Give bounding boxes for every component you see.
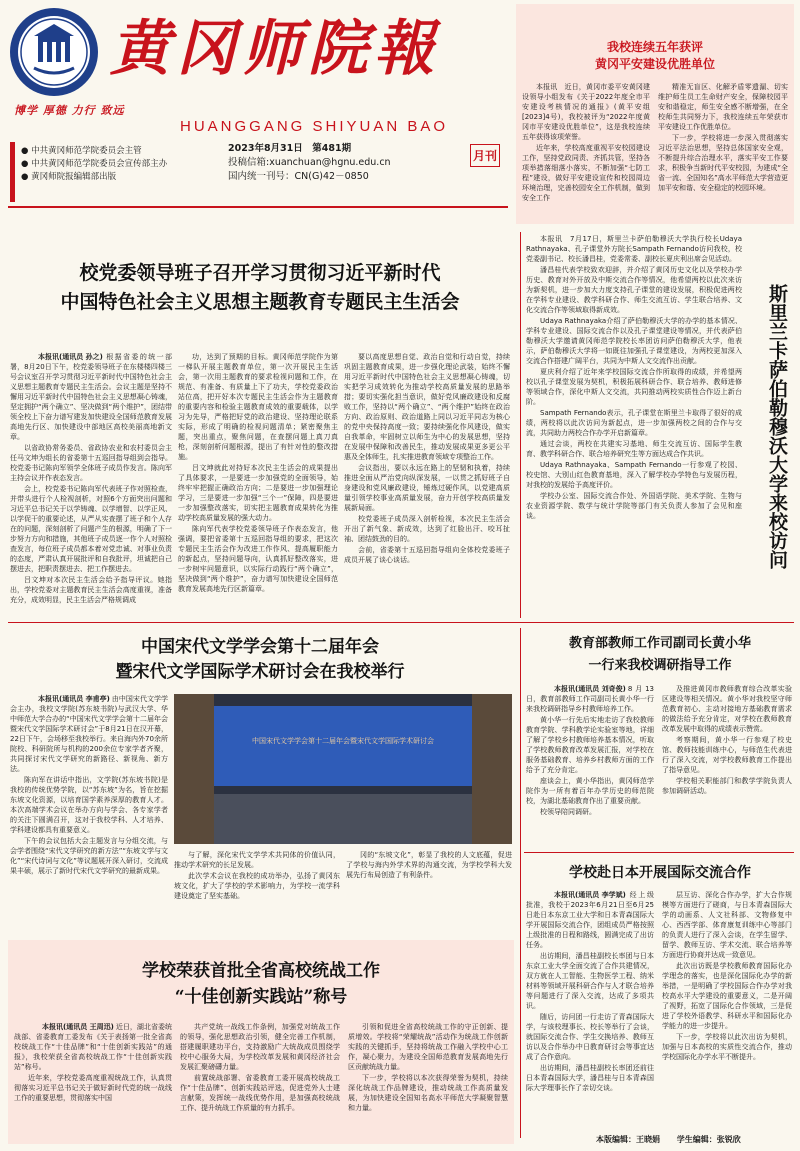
tongzhan-headline-1: 学校荣获首批全省高校统战工作 [142,961,380,981]
footer-editor: 本版编辑：王晓娟 [596,1135,660,1144]
srilanka-headline: 斯里兰卡萨伯勒穆沃大学来校访问 [766,283,788,569]
banner-text: 中国宋代文学学会第十二届年会暨宋代文学国际学术研讨会 [252,737,434,745]
audience [174,794,512,844]
footer [596,1134,796,1145]
lead-col-3: 要以高度思想自觉、政治自觉和行动自觉，持续巩固主题教育成果，进一步强化理论武装，始终不懈用习近平新时代中国特色社会主义思想凝心铸魂，切实把学习成效转化为推动学校高质量发展的思路举措；要切实强化担当意识，做好党风廉政建设和反腐败工作，坚持以“两个确立”、“两个维护”始终在政治方向、政治原则、政治道路上同以习近平同志为核心的党中央保持高度一致；要持续强化作风建设，做实自我革命，牢固树立以师生为中心的发展思想，坚持在发展中保障和改善民生，推动发展成果更多更公平惠及全体师生，扎实推进教育领域专项整治工作。 会议指出，要以永远在路上的坚韧和执着，持续推进全面从严治党向纵深发展，一以贯之抓好班子自身建设和党风廉政建设，锤炼过硬作风，以党建高质量引领学校事业高质量发展，奋力开创学校高质量发展新局面。 校党委班子成员深入剖析检视，本次民主生活会开出了新气象、新成效，达到了红脸出汗、咬耳扯袖、团结鼓劲的目的。 会前，省委第十五巡回指导组向全体校党委班子成员开展了谈心谈话。 [344,353,510,564]
jiaoyubu-col-2: 及推进黄冈市教师教育综合改革实验区建设等相关情况。黄小华对我校坚守师范教育初心、主动对接地方基础教育需求的做法给予充分肯定，对学校在教师教育改革发展中取得的成绩表示赞赏。 考察期间，黄小华一行参观了校史馆、教师技能训练中心，与师范生代表进行了深入交流，对学校教师教育工作提出了指导意见。 学校相关职能部门和教学学院负责人参加调研活动。 [662,685,792,795]
issue-email: 投稿信箱:xuanchuan@hgnu.edu.cn [228,157,391,168]
tongzhan-col-1: 本报讯(通讯员 王周迅) 近日，湖北省委统战部、省委教育工委发布《关于表扬第一批全省高校统战工作“十佳品牌”和“十佳创新实践站”的通报》，我校荣获全省高校统战工作“十佳创新实践站”称号。 近年来，学校党委高度重视统战工作，认真贯彻落实习近平总书记关于做好新时代党的统一战线工作的重要思想，贯彻落实中国 [14,1023,172,1102]
school-seal-icon [8,6,100,98]
issue-issn: 国内统一刊号：CN(G)42－0850 [228,171,369,182]
paper-name: 黄冈师院報 [110,14,440,84]
tongzhan-box [8,940,514,1144]
wall-right [472,694,512,844]
stage-screen [214,706,472,786]
srilanka-body: 本报讯 7月17日，斯里兰卡萨伯勒穆沃大学执行校长Udaya Rathnayaka、孔子课堂外方院长Sampath Fernando访问我校，校党委副书记、校长潘昌桂，党委常委、副校长夏庆利出席会见活动。 潘昌桂代表学校致欢迎辞，并介绍了黄冈历史文化以及学校办学历史、教育对外开放及中斯交流合作等情况，他希望两校以此次来访为新契机，进一步加大力度支持孔子课堂的建设发展，积极促进两校在学科专业建设、教学科研合作、师生交流互访、学生联合培养、文化交流合作等领域取得新成效。 Udaya Rathnayaka介绍了萨伯勒穆沃大学的办学的基本情况、学科专业建设、国际交流合作以及孔子课堂建设等情况，并代表萨伯勒穆沃大学邀请黄冈师范学院校长率团访问萨伯勒穆沃大学，他表示，萨伯勒穆沃大学将一如既往加强孔子课堂建设，为两校更加深入交流合作搭建广阔平台，共同为中斯人文交流作出贡献。 夏庆利介绍了近年来学校国际交流合作所取得的成绩，并希望两校以孔子课堂发展为契机，积极拓展科研合作、联合培养、教师进修等领域合作，深化中斯人文交流，共同推动两校实质性合作迈上新台阶。 Sampath Fernando表示，孔子课堂在斯里兰卡取得了很好的成绩，两校将以此次访问为新起点，进一步加强两校之间的合作与交流，共同助力两校合作办学开启新篇章。 通过会谈，两校在共建实习基地、师生交流互访、国际学生教育、教学科研合作、联合培养研究生等方面达成合作共识。 Udaya Rathnayaka、Sampath Fernando一行参观了校园、校史馆、大别山红色教育基地，深入了解学校办学特色与发展历程，对我校的发展给予高度评价。 学校办公室、国际交流合作处、外国语学院、美术学院、生物与农业资源学院、数学与统计学院等部门有关负责人参加了会见和座谈。 [526,235,742,520]
top-right-col-1: 本报讯 近日，黄冈市委平安黄冈建设领导小组发布《关于2022年度全市平安建设考核情况的通报》(黄平安组[2023]4号)，我校被评为“2022年度黄冈市平安建设优胜单位”，这是我校连续五年获得该项荣誉。 近年来，学校高度重视平安校园建设工作，坚持党政同责、齐抓共管，坚持各项举措落细落小落实，不断加强“七防工程”建设，做好平安建设宣传和校园周边环境治理，完善校园安全工作机制，做到安全工作 [522,83,650,202]
paper-pinyin: HUANGGANG SHIYUAN BAO [180,118,449,135]
riben-headline: 学校赴日本开展国际交流合作 [569,865,751,881]
top-right-box [516,4,794,224]
organizer-box [10,142,215,202]
songdai-photo [174,694,512,844]
tongzhan-col-3: 引领和促进全省高校统战工作的守正创新、提质增效。学校将“荣耀统战”活动作为统战工作创新实践的关键抓手，坚持将统战工作融入学校中心工作，凝心聚力，为建设全国师范教育发展高地先行区贡献统战力量。 下一步，学校将以本次获得荣誉为契机，持续深化统战工作品牌建设，推动统战工作高质量发展，为加快建设全国知名高水平师范大学凝聚智慧和力量。 [348,1023,508,1112]
top-right-title-1: 我校连续五年获评 [606,40,703,54]
jiaoyubu-col-1: 本报讯(通讯员 刘奇俊) 8月13日，教育部教师工作司副司长黄小华一行来我校调研指导乡村教师培养工作。 黄小华一行先后实地走访了我校教师教育学院、学科教学论实验室等地，详细了解了学校乡村教师培养基本情况，听取了学校教师教育改革发展汇报，对学校在服务基础教育、培养乡村教师方面的工作给予了充分肯定。 座谈会上，黄小华指出，黄冈师范学院作为一所有着百年办学历史的师范院校，为湖北基础教育作出了重要贡献。 校领导陪同调研。 [526,685,654,816]
songdai-headline-2: 暨宋代文学国际学术研讨会在我校举行 [115,662,405,682]
top-right-col-2: 精准无盲区、化解矛盾零遗漏、切实维护师生员工生命财产安全，保障校园平安和谐稳定，师生安全感不断增强，在全校师生共同努力下，我校连续五年荣获市平安建设工作优胜单位。 下一步，学校将进一步深入贯彻落实习近平法治思想，坚持总体国家安全观，不断提升综合治理水平，落实平安工作要求，积极争当新时代平安校园，为建成“全省一流、全国知名”高水平师范大学营造更加平安和谐、安全稳定的校园环境。 [658,83,788,192]
lead-col-2: 功，达到了预期的目标。黄冈师范学院作为第一梯队开展主题教育单位，第一次开展民主生活会，第一次用主题教育的要求检视问题和工作，在规范、有准备、有质量上下了功夫，学校党委政治站位高，把开好本次专题民主生活会作为主题教育的重要内容和检验主题教育成效的重要载体，以学习为先导，严格把好党的政治建设、坚持理论联系实际，形成了明确的检视问题清单；紧密聚焦主题，突出重点，聚焦问题，在查摆问题上真刀真枪，深刻剖析问题根源，提出了有针对性的整改措施。 吕文坤就此对持好本次民主生活会的成果提出了具体要求，一是要进一步加强党的全面领导，始终牢牢把握正确政治方向；二是要进一步加强理论学习，三是要进一步加强“三个一”保障，四是要进一步加强整改落实，切实把主题教育成果转化为推动学校高质量发展的强大动力。 陈向军代表学校党委领导班子作表态发言，他强调，要把省委第十五巡回指导组的要求，把这次专题民主生活会作为改进工作作风、提高履职能力的新起点，坚持问题导向，认真抓好整改落实，进一步树牢问题意识，以实际行动践行“两个确立”，坚决做到“两个维护”，奋力谱写加快建设全国师范教育发展高地先行区新篇章。 [178,353,338,593]
riben-col-1: 本报讯(通讯员 李学斌) 经上级批准，我校于2023年6月21日至6月25日赴日本东京工业大学和日本青森国际大学开展国际交流合作，团组成员严格按照上级批准的日程和路线，圆满完成了出访任务。 出访期间，潘昌桂副校长率团与日本东京工业大学全面交流了合作共建情况，双方就在人工智能、生物医学工程、纳米材料等领域开展科研合作与人才联合培养等问题进行了深入交流，达成了多项共识。 随后，访问团一行走访了青森国际大学，与该校理事长、校长等举行了会谈，就国际交流合作、学生交换培养、教师互访以及合作举办中日教育研讨会等事宜达成了合作意向。 出访期间，潘昌桂副校长率团还前往日本青森国际大学，潘昌桂与日本青森国际大学理事长作了亲切交谈。 [526,891,654,1092]
issue-date: 2023年8月31日 第481期 [228,143,352,154]
school-seal [8,6,100,98]
jiaoyubu-headline-2: 一行来我校调研指导工作 [588,658,732,673]
lead-col-1: 本报讯(通讯员 孙之) 根据省委的统一部署，8月20日下午，校党委领导班子在东楼楼四楼三号会议室召开学习贯彻习近平新时代中国特色社会主义思想主题教育专题民主生活会。会议主题是坚持不懈用习近平新时代中国特色社会主义思想凝心铸魂，坚定拥护“两个确立”、坚决做到“两个维护”，团结带领全校上下奋力谱写建发加快建设全国师范教育发展高地先行区、加快建设中部地区高校美丽高地新文章。 以省政协常务委员、省政协农业和农村委员会主任马文坤为组长的省委第十五巡回指导组到会指导。校党委书记陈向军领学全体班子成员作发言。陈向军主持会议并作表态发言。 会上，校党委书记陈向军代表班子作对照检查，并带头进行个人检视剖析，对照6个方面突出问题和习近平总书记关于以学铸魂、以学增智、以学正风、以学促干的重要论述，从严从实查摆了班子和个人存在的问题，深刻剖析了问题产生的根源，明确了下一步努力方向和措施，其他班子成员逐一作个人对照检查发言，每位班子成员都本着对党忠诚、对事业负责的态度，严肃认真开展批评和自我批评，坦诚把自己摆进去，把职责摆进去、把工作摆进去。 吕文坤对本次民主生活会给予指导评议。她指出，学校党委对主题教育民主生活会高度重视，准备充分，成效明显，民主生活会严格规调成 [10,353,172,604]
songdai-col-2: 与了解，深化宋代文学学术共同体的价值认同，推动学术研究的长足发展。 此次学术会议在我校的成功举办，弘扬了黄冈东坡文化，扩大了学校的学术影响力，为学校一流学科建设奠定了坚实基础。 [174,851,340,900]
wall-left [174,694,214,844]
jiaoyubu-headline-1: 教育部教师工作司副司长黄小华 [568,636,751,651]
organizer-line: ● 中共黄冈师范学院委员会主管 [21,146,142,156]
songdai-col-3: 冈的“东坡文化”，彰显了我校的人文底蕴，促进了学校与海内外学术界的沟通交流，为学校学科大发展先行布局创造了有利条件。 [346,851,512,879]
footer-student-editor: 学生编辑：张锐欣 [676,1135,741,1144]
songdai-headline-1: 中国宋代文学学会第十二届年会 [141,637,379,657]
riben-col-2: 层互访、深化合作办学，扩大合作规模等方面进行了磋商，与日本青森国际大学的动画系、人文社科部、文物修复中心、西西学部、体育康复训练中心等部门的负责人进行了深入会谈，在学生留学、留学、教师互访、学术交流、联合培养等方面进行协商并达成一致意见。 此次出访既是学校教师教育国际化办学理念的落实，也是深化国际化办学的新举措，一是明确了学校国际合作办学对我校高水平大学建设的重要意义，二是开阔了视野，拓宽了国际化合作领域，三是促进了学校外语教学、科研水平和国际化办学能力的进一步提升。 下一步，学校将以此次出访为契机，加强与日本高校的实质性交流合作，推动学校国际化办学水平不断提升。 [662,891,792,1061]
organizer-line: ● 黄冈师院报编辑部出版 [21,172,117,182]
frequency-badge: 月刊 [470,144,500,167]
songdai-col-1: 本报讯(通讯员 李甫亭) 由中国宋代文学学会主办，我校文学院(苏东坡书院)与武汉大学、华中师范大学合办的“中国宋代文学学会第十二届年会暨宋代文学国际学术研讨会”于8月21日在汉开幕，22日下午，会场移至我校举行。来自海内外70余所院校、科研院所与机构的200余位专家学者齐聚，共同探讨宋代文学研究的新路径、新视角、新方法。 陈向军在讲话中指出，文学院(苏东坡书院)是我校的传统优势学院，以“苏东坡”为名，旨在挖掘东坡文化资源，以培育国学素养深厚的教育人才。本次高端学术会议在举办方向与学会、各专家学者的关注下圆满召开，这对于我校学科、人才培养、学科建设都具有重要意义。 下午的会议包括大会主题发言与分组交流，与会学者围绕“宋代文学研究的新方法”“东坡文学与文化”“宋代诗词与文化”等议题展开深入研讨，交流成果丰硕，展示了新时代宋代文学研究的最新成果。 [10,695,168,875]
top-right-title-2: 黄冈平安建设优胜单位 [594,57,715,71]
lead-headline-1: 校党委领导班子召开学习贯彻习近平新时代 [79,262,441,284]
lead-headline-2: 中国特色社会主义思想主题教育专题民主生活会 [60,291,460,313]
organizer-line: ● 中共黄冈师范学院委员会宣传部主办 [21,159,168,169]
school-motto: 博学 厚德 力行 致远 [14,104,125,117]
tongzhan-col-2: 共产党统一战线工作条例，加强党对统战工作的领导，强化思想政治引领，健全完善工作机制，搭建履职建功平台，支持激励广大统战成员围绕学校中心服务大局，为学校改革发展和黄冈经济社会发展汇聚磅礴力量。 前置统战部署、省委教育工委开展高校统战工作“十佳品牌”、创新实践站评选，促进党外人士建言献策，发挥统一战线优势作用，是加强高校统战工作、提升统战工作质量的有力抓手。 [180,1023,340,1112]
tongzhan-headline-2: “十佳创新实践站”称号 [174,987,348,1007]
